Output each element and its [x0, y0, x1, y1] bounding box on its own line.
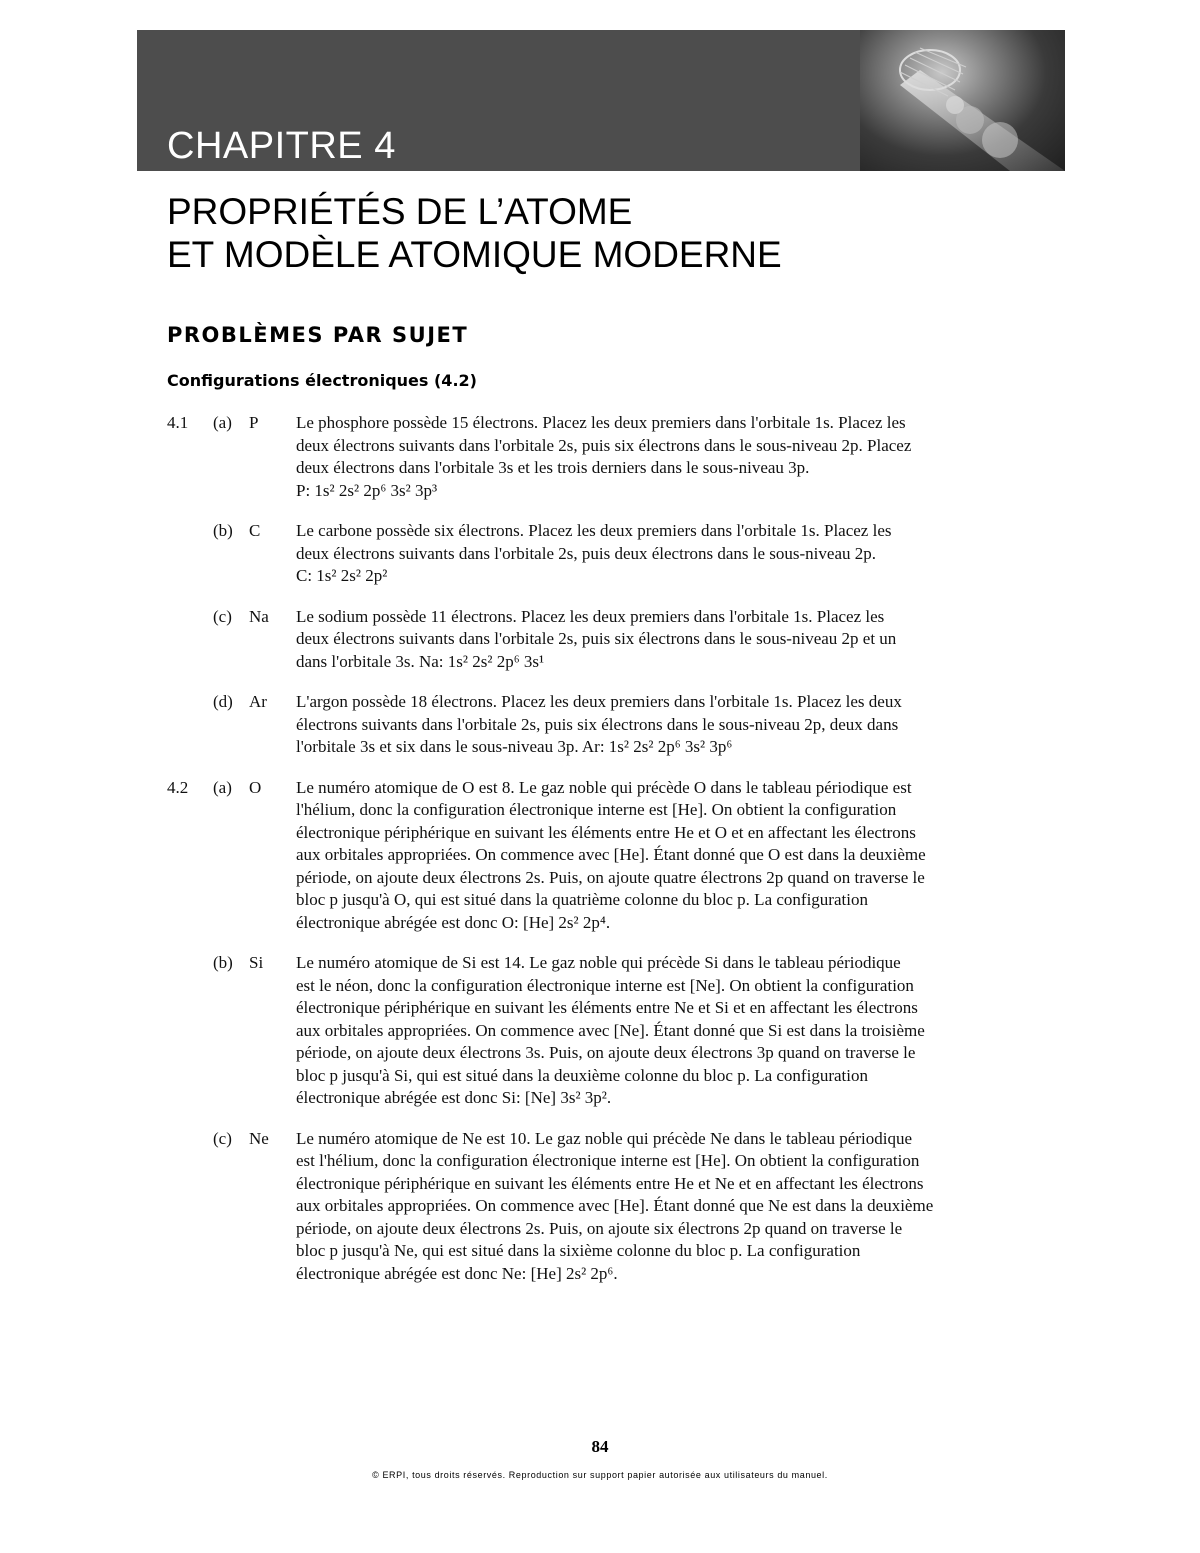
problem-answer: Le numéro atomique de O est 8. Le gaz noble qui précède O dans le tableau périodique est l'hélium, donc la configuration électronique interne est [He]. On obtient la configuration électronique périphérique en suivant les éléments entre He et O et en affectant les électrons aux orbitales appropriées. On commence avec [He]. Étant donné que O est dans la deuxième période, on ajoute deux électrons 2s. Puis, on ajoute quatre électrons 2p quand on traverse le bloc p jusqu'à O, qui est situé dans la quatrième colonne du bloc p. La configuration électronique abrégée est donc O: [He] 2s² 2p⁴.: [296, 777, 926, 932]
problem-answer: Le numéro atomique de Ne est 10. Le gaz noble qui précède Ne dans le tableau périodique est l'hélium, donc la configuration électronique interne est [He]. On obtient la configuration électronique périphérique en suivant les éléments entre He et Ne et en affectant les électrons aux orbitales appropriées. On commence avec [He]. Étant donné que Ne est dans la deuxième période, on ajoute deux électrons 2s. Puis, on ajoute six électrons 2p quand on traverse le bloc p jusqu'à Ne, qui est situé dans la sixième colonne du bloc p. La configuration électronique abrégée est donc Ne: [He] 2s² 2p⁶.: [296, 1128, 934, 1283]
problem-entry: [167, 412, 1047, 502]
problem-part: (c): [213, 1128, 232, 1148]
section-heading: PROBLÈMES PAR SUJET: [167, 323, 469, 347]
problem-number: 4.1: [167, 413, 189, 432]
problem-part: (a): [213, 777, 232, 797]
problem-answer: Le carbone possède six électrons. Placez les deux premiers dans l'orbitale 1s. Placez les deux électrons suivants dans l'orbitale 2s, puis deux électrons dans le sous-niveau 2p. C: 1s² 2s² 2p²: [296, 521, 892, 585]
problem-element: O: [249, 777, 262, 797]
problem-element: P: [249, 413, 259, 432]
problem-element: Na: [249, 606, 269, 626]
subsection-heading: Configurations électroniques (4.2): [167, 371, 477, 390]
problem-part: (b): [213, 953, 233, 972]
problem-part: (a): [213, 413, 232, 432]
problem-element: Ar: [249, 692, 267, 711]
problem-element: C: [249, 521, 261, 540]
chapter-title-line-1: PROPRIÉTÉS DE L’ATOME: [167, 191, 633, 232]
problem-part: (c): [213, 606, 232, 626]
problem-entry: [167, 952, 1047, 1110]
chapter-title: [167, 190, 782, 276]
problem-entry: [167, 691, 1047, 759]
problem-list: [167, 412, 1047, 1303]
problem-part: (d): [213, 692, 233, 711]
problem-entry: [167, 777, 1047, 935]
nanotube-graphic: [860, 30, 1065, 171]
problem-entry: [167, 520, 1047, 588]
problem-answer: L'argon possède 18 électrons. Placez les deux premiers dans l'orbitale 1s. Placez les deux électrons suivants dans l'orbitale 2s, puis six électrons dans le sous-niveau 2p, deux dans l'orbitale 3s et six dans le sous-niveau 3p. Ar: 1s² 2s² 2p⁶ 3s² 3p⁶: [296, 692, 902, 756]
problem-answer: Le phosphore possède 15 électrons. Placez les deux premiers dans l'orbitale 1s. Placez les deux électrons suivants dans l'orbitale 2s, puis six électrons dans le sous-niveau 2p. Placez deux électrons dans l'orbitale 3s et les trois derniers dans le sous-niveau 3p. P: 1s² 2s² 2p⁶ 3s² 3p³: [296, 413, 912, 500]
copyright-notice: © ERPI, tous droits réservés. Reproduction sur support papier autorisée aux utilisateurs du manuel.: [372, 1470, 828, 1480]
problem-entry: [167, 606, 1047, 674]
problem-element: Si: [249, 953, 264, 972]
chapter-title-line-2: ET MODÈLE ATOMIQUE MODERNE: [167, 234, 782, 275]
nanotube-illustration: [860, 30, 1065, 171]
chapter-label: CHAPITRE 4: [167, 125, 396, 167]
problem-entry: [167, 1128, 1047, 1286]
problem-element: Ne: [249, 1128, 269, 1148]
problem-part: (b): [213, 521, 233, 540]
page-number: 84: [591, 1437, 609, 1456]
problem-answer: Le numéro atomique de Si est 14. Le gaz noble qui précède Si dans le tableau périodique est le néon, donc la configuration électronique interne est [Ne]. On obtient la configuration électronique périphérique en suivant les éléments entre Ne et Si et en affectant les électrons aux orbitales appropriées. On commence avec [Ne]. Étant donné que Si est dans la troisième période, on ajoute deux électrons 3s. Puis, on ajoute deux électrons 3p quand on traverse le bloc p jusqu'à Si, qui est situé dans la deuxième colonne du bloc p. La configuration électronique abrégée est donc Si: [Ne] 3s² 3p².: [296, 953, 925, 1107]
problem-answer: Le sodium possède 11 électrons. Placez les deux premiers dans l'orbitale 1s. Placez les deux électrons suivants dans l'orbitale 2s, puis six électrons dans le sous-niveau 2p et un dans l'orbitale 3s. Na: 1s² 2s² 2p⁶ 3s¹: [296, 606, 897, 671]
chapter-banner: [137, 30, 1065, 171]
problem-number: 4.2: [167, 777, 189, 797]
